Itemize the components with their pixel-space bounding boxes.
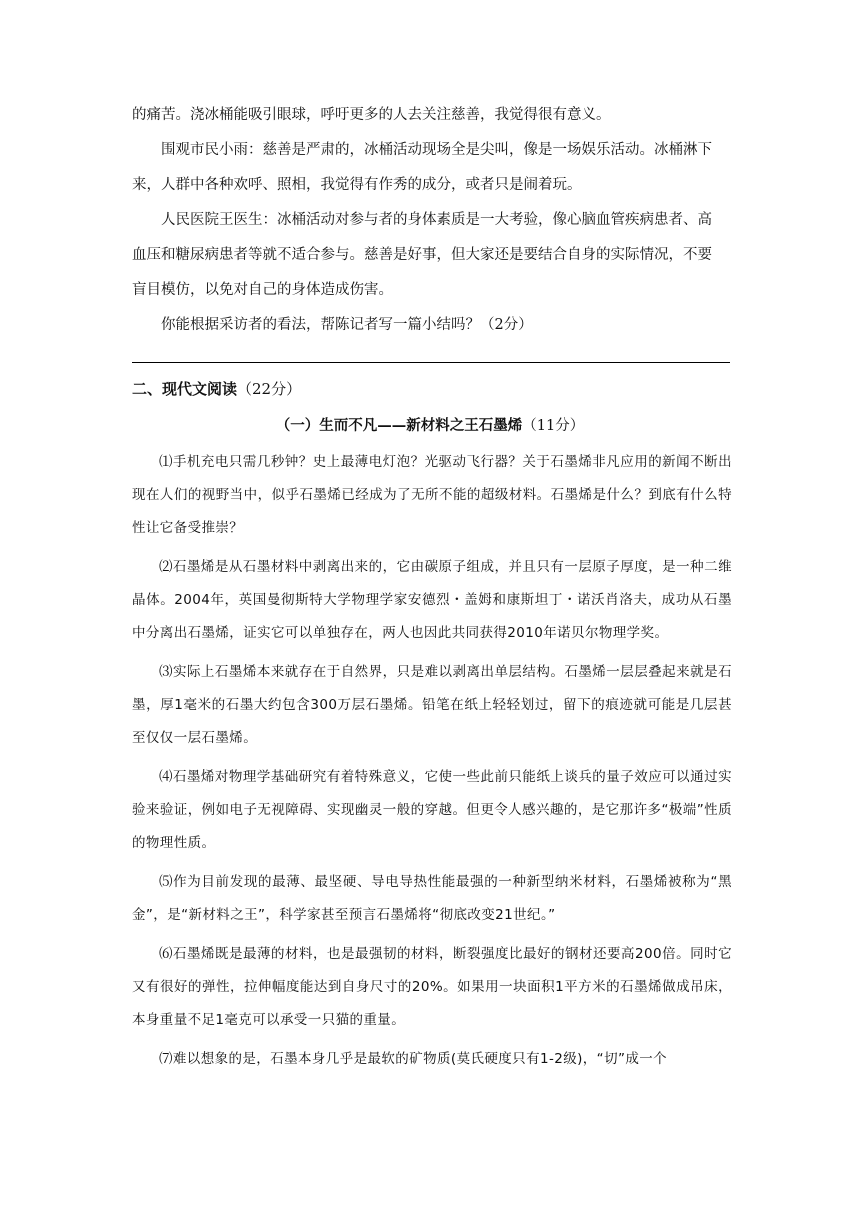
section-title: 二、现代文阅读 [132,380,238,398]
article-body [132,446,732,1082]
article-paragraph: ⑴手机充电只需几秒钟？史上最薄电灯泡？光驱动飞行器？关于石墨烯非凡应用的新闻不断出现在人们的视野当中，似乎石墨烯已经成为了无所不能的超级材料。石墨烯是什么？到底有什么特性让它备受推崇？ [132,454,732,536]
text-line: 来，人群中各种欢呼、照相，我觉得有作秀的成分，或者只是闹着玩。 [132,177,582,193]
article-score: （11分） [522,418,585,434]
article-paragraph: ⑵石墨烯是从石墨材料中剥离出来的，它由碳原子组成，并且只有一层原子厚度，是一种二维晶体。2004年，英国曼彻斯特大学物理学家安德烈・盖姆和康斯坦丁・诺沃肖洛夫，成功从石墨中分离出石墨烯，证实它可以单独存在，两人也因此共同获得2010年诺贝尔物理学奖。 [132,559,732,641]
article-paragraph: ⑷石墨烯对物理学基础研究有着特殊意义，它使一些此前只能纸上谈兵的量子效应可以通过实验来验证，例如电子无视障碍、实现幽灵一般的穿越。但更令人感兴趣的，是它那许多“极端”性质的物理性质。 [132,769,732,851]
text-line: 围观市民小雨：慈善是严肃的，冰桶活动现场全是尖叫，像是一场娱乐活动。冰桶淋下 [161,142,712,158]
article-paragraph: ⑺难以想象的是，石墨本身几乎是最软的矿物质(莫氏硬度只有1-2级)，“切”成一个 [159,1051,668,1067]
article-title: （一）生而不凡——新材料之王石墨烯 [275,417,523,434]
text-line: 的痛苦。浇冰桶能吸引眼球，呼吁更多的人去关注慈善，我觉得很有意义。 [132,107,611,123]
article-paragraph: ⑶实际上石墨烯本来就存在于自然界，只是难以剥离出单层结构。石墨烯一层层叠起来就是石墨，厚1毫米的石墨大约包含300万层石墨烯。铅笔在纸上轻轻划过，留下的痕迹就可能是几层甚至仅仅一层石墨烯。 [132,664,732,746]
interview-section [132,98,732,343]
text-line: 血压和糖尿病患者等就不适合参与。慈善是好事，但大家还是要结合自身的实际情况，不要 [132,247,712,263]
article-heading [0,414,860,435]
article-paragraph: ⑹石墨烯既是最薄的材料，也是最强韧的材料，断裂强度比最好的钢材还要高200倍。同时它又有很好的弹性，拉伸幅度能达到自身尺寸的20%。如果用一块面积1平方米的石墨烯做成吊床，本身重量不足1毫克可以承受一只猫的重量。 [132,946,732,1028]
section-divider [132,362,730,363]
section-heading [132,378,301,399]
text-line: 盲目模仿，以免对自己的身体造成伤害。 [132,282,393,298]
article-paragraph: ⑸作为目前发现的最薄、最坚硬、导电导热性能最强的一种新型纳米材料，石墨烯被称为“黑金”，是“新材料之王”，科学家甚至预言石墨烯将“彻底改变21世纪。” [132,874,732,923]
text-line: 人民医院王医生：冰桶活动对参与者的身体素质是一大考验，像心脑血管疾病患者、高 [161,212,712,228]
section-score: （22分） [237,380,302,398]
text-line: 你能根据采访者的看法，帮陈记者写一篇小结吗？（2分） [161,317,533,333]
